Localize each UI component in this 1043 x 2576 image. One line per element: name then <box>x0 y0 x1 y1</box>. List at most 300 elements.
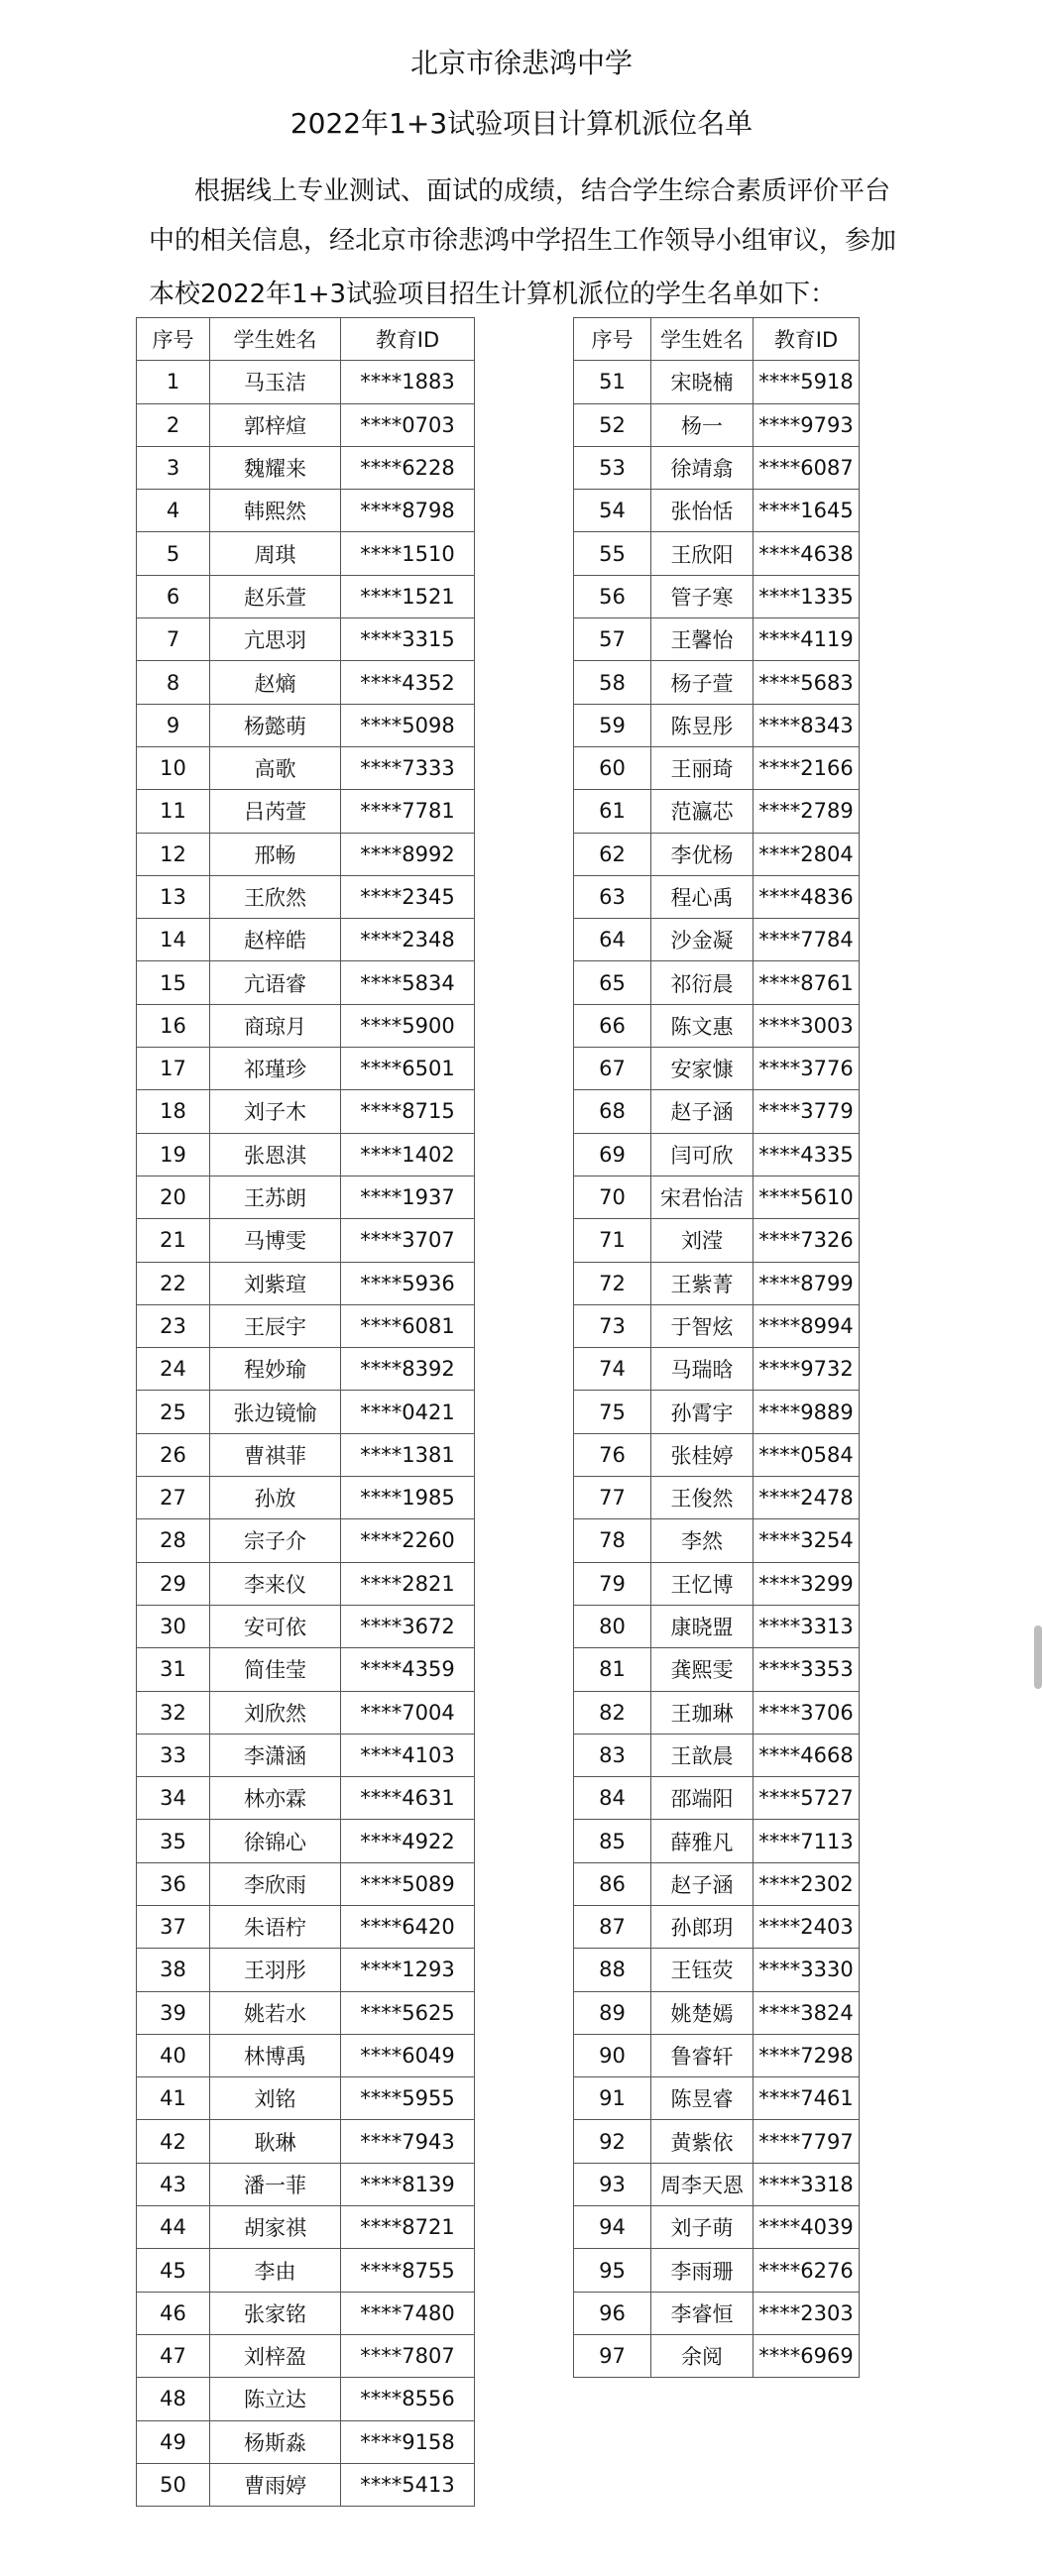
column-header-number: 序号 <box>137 318 210 361</box>
table-row <box>574 1391 860 1433</box>
cell-number: 56 <box>574 575 651 617</box>
intro-line-3: 本校2022年1+3试验项目招生计算机派位的学生名单如下： <box>149 280 837 309</box>
table-row <box>574 2334 860 2377</box>
cell-number: 36 <box>137 1862 210 1905</box>
cell-number: 71 <box>574 1219 651 1262</box>
cell-number: 50 <box>137 2463 210 2506</box>
cell-student-name: 王珈琳 <box>651 1691 753 1734</box>
cell-education-id: ****8799 <box>753 1262 860 1304</box>
table-row <box>137 575 475 617</box>
cell-education-id: ****2804 <box>753 833 860 875</box>
cell-education-id: ****5098 <box>341 704 475 746</box>
cell-education-id: ****2403 <box>753 1905 860 1948</box>
cell-number: 47 <box>137 2334 210 2377</box>
cell-number: 85 <box>574 1820 651 1862</box>
cell-number: 92 <box>574 2120 651 2163</box>
table-row <box>137 1905 475 1948</box>
cell-education-id: ****1985 <box>341 1477 475 1519</box>
cell-student-name: 孙放 <box>210 1477 341 1519</box>
cell-student-name: 李雨珊 <box>651 2249 753 2292</box>
table-row <box>574 661 860 704</box>
column-header-number: 序号 <box>574 318 651 361</box>
cell-education-id: ****4039 <box>753 2206 860 2249</box>
cell-student-name: 祁瑾珍 <box>210 1048 341 1090</box>
cell-student-name: 潘一菲 <box>210 2163 341 2205</box>
cell-education-id: ****8798 <box>341 490 475 532</box>
cell-student-name: 马瑞晗 <box>651 1348 753 1391</box>
cell-student-name: 祁衍晨 <box>651 961 753 1004</box>
table-row <box>137 1820 475 1862</box>
table-row <box>137 1348 475 1391</box>
table-row <box>574 1734 860 1776</box>
table-row <box>574 1176 860 1218</box>
cell-student-name: 韩熙然 <box>210 490 341 532</box>
cell-number: 41 <box>137 2077 210 2120</box>
cell-student-name: 王羽彤 <box>210 1949 341 1991</box>
table-row <box>137 1133 475 1176</box>
table-row <box>137 704 475 746</box>
table-row <box>574 490 860 532</box>
cell-education-id: ****1937 <box>341 1176 475 1218</box>
cell-education-id: ****7480 <box>341 2292 475 2334</box>
cell-education-id: ****2166 <box>753 746 860 789</box>
table-row <box>137 1691 475 1734</box>
table-row <box>137 1734 475 1776</box>
cell-student-name: 周李天恩 <box>651 2163 753 2205</box>
cell-number: 48 <box>137 2378 210 2420</box>
table-row <box>137 1991 475 2034</box>
cell-student-name: 刘紫瑄 <box>210 1262 341 1304</box>
cell-education-id: ****5727 <box>753 1777 860 1820</box>
cell-student-name: 吕芮萱 <box>210 790 341 833</box>
cell-student-name: 陈文惠 <box>651 1004 753 1047</box>
cell-education-id: ****0703 <box>341 403 475 446</box>
cell-number: 75 <box>574 1391 651 1433</box>
cell-education-id: ****2821 <box>341 1562 475 1605</box>
table-row <box>137 446 475 489</box>
table-row <box>574 1090 860 1133</box>
table-row <box>137 2334 475 2377</box>
cell-education-id: ****5089 <box>341 1862 475 1905</box>
table-row <box>574 1262 860 1304</box>
roster-table-left <box>136 317 475 2507</box>
cell-education-id: ****6420 <box>341 1905 475 1948</box>
roster-body-right <box>574 361 860 2378</box>
cell-education-id: ****7807 <box>341 2334 475 2377</box>
cell-student-name: 王欣然 <box>210 875 341 918</box>
cell-student-name: 赵熵 <box>210 661 341 704</box>
cell-student-name: 张家铭 <box>210 2292 341 2334</box>
cell-number: 29 <box>137 1562 210 1605</box>
table-row <box>137 2163 475 2205</box>
cell-number: 51 <box>574 361 651 403</box>
cell-number: 84 <box>574 1777 651 1820</box>
cell-number: 44 <box>137 2206 210 2249</box>
cell-number: 62 <box>574 833 651 875</box>
cell-education-id: ****5413 <box>341 2463 475 2506</box>
cell-student-name: 李然 <box>651 1519 753 1562</box>
cell-education-id: ****7298 <box>753 2034 860 2076</box>
table-row <box>137 1562 475 1605</box>
cell-number: 91 <box>574 2077 651 2120</box>
roster-body-left <box>137 361 475 2507</box>
cell-number: 52 <box>574 403 651 446</box>
cell-student-name: 李优杨 <box>651 833 753 875</box>
cell-education-id: ****3824 <box>753 1991 860 2034</box>
cell-student-name: 余阅 <box>651 2334 753 2377</box>
cell-education-id: ****5683 <box>753 661 860 704</box>
cell-student-name: 王苏朗 <box>210 1176 341 1218</box>
cell-number: 90 <box>574 2034 651 2076</box>
cell-student-name: 李由 <box>210 2249 341 2292</box>
cell-student-name: 朱语柠 <box>210 1905 341 1948</box>
cell-education-id: ****7333 <box>341 746 475 789</box>
cell-student-name: 徐锦心 <box>210 1820 341 1862</box>
cell-student-name: 刘铭 <box>210 2077 341 2120</box>
cell-student-name: 程心禹 <box>651 875 753 918</box>
cell-number: 24 <box>137 1348 210 1391</box>
cell-student-name: 赵乐萱 <box>210 575 341 617</box>
cell-student-name: 高歌 <box>210 746 341 789</box>
cell-student-name: 曹祺菲 <box>210 1433 341 1476</box>
cell-number: 37 <box>137 1905 210 1948</box>
cell-number: 12 <box>137 833 210 875</box>
cell-number: 16 <box>137 1004 210 1047</box>
cell-number: 88 <box>574 1949 651 1991</box>
table-row <box>137 1433 475 1476</box>
cell-education-id: ****7797 <box>753 2120 860 2163</box>
table-row <box>137 1004 475 1047</box>
cell-student-name: 商琼月 <box>210 1004 341 1047</box>
cell-number: 2 <box>137 403 210 446</box>
cell-student-name: 管子寒 <box>651 575 753 617</box>
cell-education-id: ****8556 <box>341 2378 475 2420</box>
table-row <box>574 2249 860 2292</box>
cell-education-id: ****8343 <box>753 704 860 746</box>
table-row <box>137 2034 475 2076</box>
cell-number: 86 <box>574 1862 651 1905</box>
table-row <box>574 1949 860 1991</box>
cell-number: 32 <box>137 1691 210 1734</box>
table-header-row <box>137 318 475 361</box>
cell-student-name: 姚楚嫣 <box>651 1991 753 2034</box>
cell-education-id: ****1510 <box>341 532 475 575</box>
table-row <box>574 1648 860 1691</box>
cell-student-name: 王欣阳 <box>651 532 753 575</box>
cell-student-name: 亢语睿 <box>210 961 341 1004</box>
cell-student-name: 姚若水 <box>210 1991 341 2034</box>
cell-number: 80 <box>574 1605 651 1647</box>
table-row <box>574 1691 860 1734</box>
cell-education-id: ****9889 <box>753 1391 860 1433</box>
table-row <box>137 618 475 661</box>
cell-education-id: ****2345 <box>341 875 475 918</box>
cell-number: 89 <box>574 1991 651 2034</box>
cell-number: 9 <box>137 704 210 746</box>
cell-education-id: ****3776 <box>753 1048 860 1090</box>
table-row <box>574 746 860 789</box>
cell-education-id: ****9732 <box>753 1348 860 1391</box>
cell-student-name: 龚熙雯 <box>651 1648 753 1691</box>
table-row <box>574 361 860 403</box>
cell-student-name: 刘梓盈 <box>210 2334 341 2377</box>
cell-number: 64 <box>574 919 651 961</box>
table-row <box>137 1048 475 1090</box>
column-header-name: 学生姓名 <box>651 318 753 361</box>
cell-education-id: ****4922 <box>341 1820 475 1862</box>
cell-education-id: ****1402 <box>341 1133 475 1176</box>
cell-student-name: 康晓盟 <box>651 1605 753 1647</box>
cell-education-id: ****5918 <box>753 361 860 403</box>
cell-student-name: 张恩淇 <box>210 1133 341 1176</box>
cell-education-id: ****3318 <box>753 2163 860 2205</box>
table-row <box>574 1519 860 1562</box>
cell-student-name: 王歆晨 <box>651 1734 753 1776</box>
column-header-id: 教育ID <box>341 318 475 361</box>
table-row <box>574 1304 860 1347</box>
table-row <box>574 875 860 918</box>
table-row <box>574 1777 860 1820</box>
cell-student-name: 闫可欣 <box>651 1133 753 1176</box>
cell-education-id: ****3672 <box>341 1605 475 1647</box>
cell-education-id: ****8755 <box>341 2249 475 2292</box>
cell-student-name: 陈昱彤 <box>651 704 753 746</box>
intro-line-1: 根据线上专业测试、面试的成绩，结合学生综合素质评价平台 <box>194 176 891 206</box>
cell-number: 53 <box>574 446 651 489</box>
cell-number: 66 <box>574 1004 651 1047</box>
cell-education-id: ****4119 <box>753 618 860 661</box>
cell-student-name: 李潇涵 <box>210 1734 341 1776</box>
scrollbar[interactable] <box>1034 1625 1042 1689</box>
cell-student-name: 杨一 <box>651 403 753 446</box>
cell-student-name: 胡家祺 <box>210 2206 341 2249</box>
table-row <box>574 2120 860 2163</box>
cell-education-id: ****1293 <box>341 1949 475 1991</box>
cell-education-id: ****7784 <box>753 919 860 961</box>
cell-number: 95 <box>574 2249 651 2292</box>
table-row <box>574 1991 860 2034</box>
cell-education-id: ****2348 <box>341 919 475 961</box>
cell-number: 39 <box>137 1991 210 2034</box>
cell-education-id: ****8994 <box>753 1304 860 1347</box>
cell-number: 35 <box>137 1820 210 1862</box>
cell-student-name: 于智炫 <box>651 1304 753 1347</box>
table-row <box>574 2206 860 2249</box>
cell-education-id: ****6228 <box>341 446 475 489</box>
cell-number: 94 <box>574 2206 651 2249</box>
cell-student-name: 陈立达 <box>210 2378 341 2420</box>
table-row <box>574 1133 860 1176</box>
table-row <box>574 2292 860 2334</box>
cell-education-id: ****4836 <box>753 875 860 918</box>
cell-number: 43 <box>137 2163 210 2205</box>
table-row <box>574 1348 860 1391</box>
cell-education-id: ****3003 <box>753 1004 860 1047</box>
table-row <box>137 1090 475 1133</box>
table-row <box>137 1304 475 1347</box>
table-row <box>137 490 475 532</box>
cell-number: 63 <box>574 875 651 918</box>
table-row <box>137 1176 475 1218</box>
cell-student-name: 杨懿萌 <box>210 704 341 746</box>
table-row <box>574 833 860 875</box>
cell-number: 83 <box>574 1734 651 1776</box>
cell-number: 42 <box>137 2120 210 2163</box>
table-row <box>137 361 475 403</box>
cell-number: 33 <box>137 1734 210 1776</box>
cell-number: 34 <box>137 1777 210 1820</box>
cell-number: 45 <box>137 2249 210 2292</box>
table-row <box>574 1004 860 1047</box>
cell-number: 31 <box>137 1648 210 1691</box>
cell-number: 18 <box>137 1090 210 1133</box>
table-row <box>137 1519 475 1562</box>
table-row <box>574 1477 860 1519</box>
cell-student-name: 耿琳 <box>210 2120 341 2163</box>
cell-student-name: 沙金凝 <box>651 919 753 961</box>
cell-education-id: ****4638 <box>753 532 860 575</box>
cell-education-id: ****8139 <box>341 2163 475 2205</box>
cell-number: 1 <box>137 361 210 403</box>
cell-student-name: 曹雨婷 <box>210 2463 341 2506</box>
cell-number: 79 <box>574 1562 651 1605</box>
cell-student-name: 孙郎玥 <box>651 1905 753 1948</box>
cell-student-name: 周琪 <box>210 532 341 575</box>
table-row <box>574 1433 860 1476</box>
cell-education-id: ****2303 <box>753 2292 860 2334</box>
cell-student-name: 郭梓煊 <box>210 403 341 446</box>
table-row <box>137 875 475 918</box>
cell-student-name: 安可依 <box>210 1605 341 1647</box>
page-subtitle: 2022年1+3试验项目计算机派位名单 <box>290 107 753 140</box>
cell-number: 6 <box>137 575 210 617</box>
cell-education-id: ****1381 <box>341 1433 475 1476</box>
cell-number: 14 <box>137 919 210 961</box>
cell-student-name: 王馨怡 <box>651 618 753 661</box>
cell-number: 60 <box>574 746 651 789</box>
cell-number: 4 <box>137 490 210 532</box>
table-row <box>137 1391 475 1433</box>
cell-education-id: ****6501 <box>341 1048 475 1090</box>
cell-education-id: ****6087 <box>753 446 860 489</box>
table-row <box>137 833 475 875</box>
page-title: 北京市徐悲鸿中学 <box>409 47 633 79</box>
table-row <box>574 704 860 746</box>
cell-number: 30 <box>137 1605 210 1647</box>
cell-student-name: 杨斯淼 <box>210 2420 341 2463</box>
cell-education-id: ****6276 <box>753 2249 860 2292</box>
cell-education-id: ****9158 <box>341 2420 475 2463</box>
cell-number: 15 <box>137 961 210 1004</box>
table-row <box>137 532 475 575</box>
cell-education-id: ****3315 <box>341 618 475 661</box>
cell-number: 61 <box>574 790 651 833</box>
cell-student-name: 王紫菁 <box>651 1262 753 1304</box>
cell-student-name: 魏耀来 <box>210 446 341 489</box>
cell-number: 38 <box>137 1949 210 1991</box>
cell-student-name: 简佳莹 <box>210 1648 341 1691</box>
cell-education-id: ****3313 <box>753 1605 860 1647</box>
cell-education-id: ****4668 <box>753 1734 860 1776</box>
cell-student-name: 王俊然 <box>651 1477 753 1519</box>
table-row <box>137 1605 475 1647</box>
cell-number: 78 <box>574 1519 651 1562</box>
table-row <box>137 1262 475 1304</box>
cell-education-id: ****3330 <box>753 1949 860 1991</box>
cell-number: 25 <box>137 1391 210 1433</box>
cell-number: 76 <box>574 1433 651 1476</box>
cell-student-name: 薛雅凡 <box>651 1820 753 1862</box>
table-row <box>574 919 860 961</box>
table-row <box>137 1777 475 1820</box>
cell-number: 40 <box>137 2034 210 2076</box>
table-row <box>574 1820 860 1862</box>
cell-number: 55 <box>574 532 651 575</box>
table-row <box>574 790 860 833</box>
cell-number: 72 <box>574 1262 651 1304</box>
cell-number: 96 <box>574 2292 651 2334</box>
cell-education-id: ****2789 <box>753 790 860 833</box>
cell-education-id: ****5936 <box>341 1262 475 1304</box>
cell-education-id: ****4631 <box>341 1777 475 1820</box>
cell-number: 97 <box>574 2334 651 2377</box>
table-row <box>137 2249 475 2292</box>
cell-number: 74 <box>574 1348 651 1391</box>
cell-education-id: ****7113 <box>753 1820 860 1862</box>
table-row <box>137 1648 475 1691</box>
cell-education-id: ****1521 <box>341 575 475 617</box>
cell-number: 59 <box>574 704 651 746</box>
cell-education-id: ****3254 <box>753 1519 860 1562</box>
cell-number: 81 <box>574 1648 651 1691</box>
cell-student-name: 程妙瑜 <box>210 1348 341 1391</box>
table-row <box>137 790 475 833</box>
cell-education-id: ****1335 <box>753 575 860 617</box>
column-header-name: 学生姓名 <box>210 318 341 361</box>
cell-education-id: ****1645 <box>753 490 860 532</box>
table-row <box>574 1605 860 1647</box>
cell-education-id: ****4103 <box>341 1734 475 1776</box>
cell-number: 46 <box>137 2292 210 2334</box>
cell-student-name: 马玉洁 <box>210 361 341 403</box>
cell-number: 3 <box>137 446 210 489</box>
cell-education-id: ****7326 <box>753 1219 860 1262</box>
cell-student-name: 张边镜愉 <box>210 1391 341 1433</box>
cell-student-name: 鲁睿轩 <box>651 2034 753 2076</box>
table-row <box>137 2120 475 2163</box>
cell-number: 20 <box>137 1176 210 1218</box>
cell-number: 69 <box>574 1133 651 1176</box>
cell-number: 68 <box>574 1090 651 1133</box>
cell-education-id: ****5900 <box>341 1004 475 1047</box>
cell-student-name: 安家慷 <box>651 1048 753 1090</box>
cell-student-name: 杨子萱 <box>651 661 753 704</box>
table-row <box>137 961 475 1004</box>
cell-student-name: 陈昱睿 <box>651 2077 753 2120</box>
cell-number: 11 <box>137 790 210 833</box>
cell-education-id: ****2478 <box>753 1477 860 1519</box>
cell-student-name: 刘子萌 <box>651 2206 753 2249</box>
cell-student-name: 刘滢 <box>651 1219 753 1262</box>
cell-education-id: ****6081 <box>341 1304 475 1347</box>
cell-number: 27 <box>137 1477 210 1519</box>
cell-education-id: ****4335 <box>753 1133 860 1176</box>
cell-education-id: ****8392 <box>341 1348 475 1391</box>
cell-student-name: 亢思羽 <box>210 618 341 661</box>
table-row <box>574 2163 860 2205</box>
cell-student-name: 林亦霖 <box>210 1777 341 1820</box>
cell-student-name: 李欣雨 <box>210 1862 341 1905</box>
